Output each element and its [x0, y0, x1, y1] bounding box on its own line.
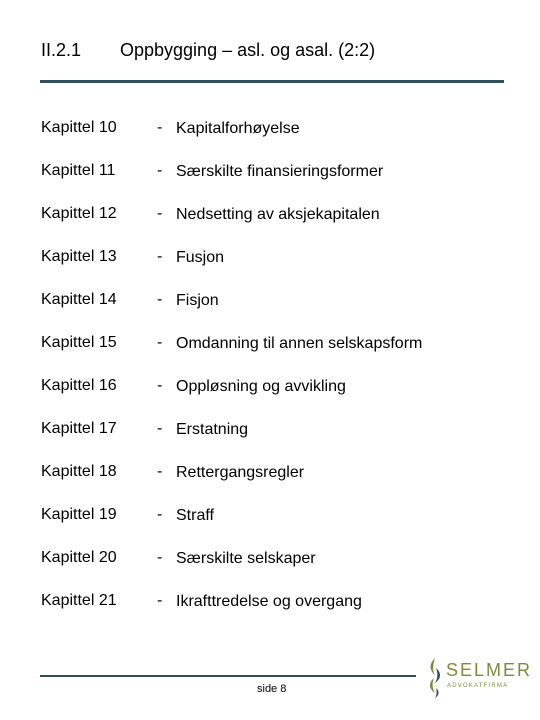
chapter-label: Kapittel 10	[41, 119, 117, 136]
section-number: II.2.1	[41, 40, 82, 60]
chapter-topic: Nedsetting av aksjekapitalen	[176, 206, 380, 223]
logo-tagline: ADVOKATFIRMA	[447, 683, 509, 689]
slide-title: Oppbygging – asl. og asal. (2:2)	[120, 40, 376, 60]
chapter-row	[0, 248, 540, 272]
chapter-topic: Fusjon	[176, 249, 225, 266]
chapter-dash: -	[157, 248, 163, 265]
chapter-dash: -	[157, 506, 163, 523]
chapter-row	[0, 592, 540, 616]
chapter-label: Kapittel 12	[41, 205, 117, 222]
chapter-topic: Oppløsning og avvikling	[176, 378, 346, 395]
chapter-dash: -	[157, 291, 163, 308]
chapter-label: Kapittel 15	[41, 334, 117, 351]
chapter-dash: -	[157, 119, 163, 136]
chapter-row	[0, 549, 540, 573]
chapter-row	[0, 205, 540, 229]
chapter-topic: Særskilte selskaper	[176, 550, 316, 567]
chapter-row	[0, 420, 540, 444]
selmer-logo	[426, 656, 533, 700]
logo-wordmark: SELMER	[446, 660, 533, 680]
chapter-row	[0, 334, 540, 358]
chapter-topic: Rettergangsregler	[176, 464, 305, 481]
chapter-label: Kapittel 13	[41, 248, 117, 265]
chapter-topic: Kapitalforhøyelse	[176, 120, 300, 137]
page-number: side 8	[257, 683, 287, 695]
chapter-label: Kapittel 18	[41, 463, 117, 480]
chapter-topic: Fisjon	[176, 292, 219, 309]
chapter-dash: -	[157, 463, 163, 480]
chapter-label: Kapittel 20	[41, 549, 117, 566]
chapter-dash: -	[157, 549, 163, 566]
chapter-label: Kapittel 17	[41, 420, 117, 437]
chapter-dash: -	[157, 420, 163, 437]
leaf-icon	[426, 656, 444, 700]
chapter-dash: -	[157, 205, 163, 222]
chapter-row	[0, 119, 540, 143]
chapter-label: Kapittel 11	[41, 162, 116, 179]
chapter-label: Kapittel 21	[41, 592, 117, 609]
chapter-dash: -	[157, 592, 163, 609]
chapter-row	[0, 463, 540, 487]
chapter-dash: -	[157, 162, 163, 179]
chapter-topic: Omdanning til annen selskapsform	[176, 335, 423, 352]
chapter-dash: -	[157, 377, 163, 394]
chapter-label: Kapittel 14	[41, 291, 117, 308]
footer-divider	[40, 675, 416, 677]
chapter-dash: -	[157, 334, 163, 351]
chapter-row	[0, 291, 540, 315]
chapter-row	[0, 162, 540, 186]
chapter-topic: Erstatning	[176, 421, 249, 438]
chapter-row	[0, 506, 540, 530]
chapter-topic: Straff	[176, 507, 214, 524]
chapter-topic: Særskilte finansieringsformer	[176, 163, 384, 180]
chapter-topic: Ikrafttredelse og overgang	[176, 593, 362, 610]
chapter-row	[0, 377, 540, 401]
chapter-label: Kapittel 19	[41, 506, 117, 523]
chapter-label: Kapittel 16	[41, 377, 117, 394]
